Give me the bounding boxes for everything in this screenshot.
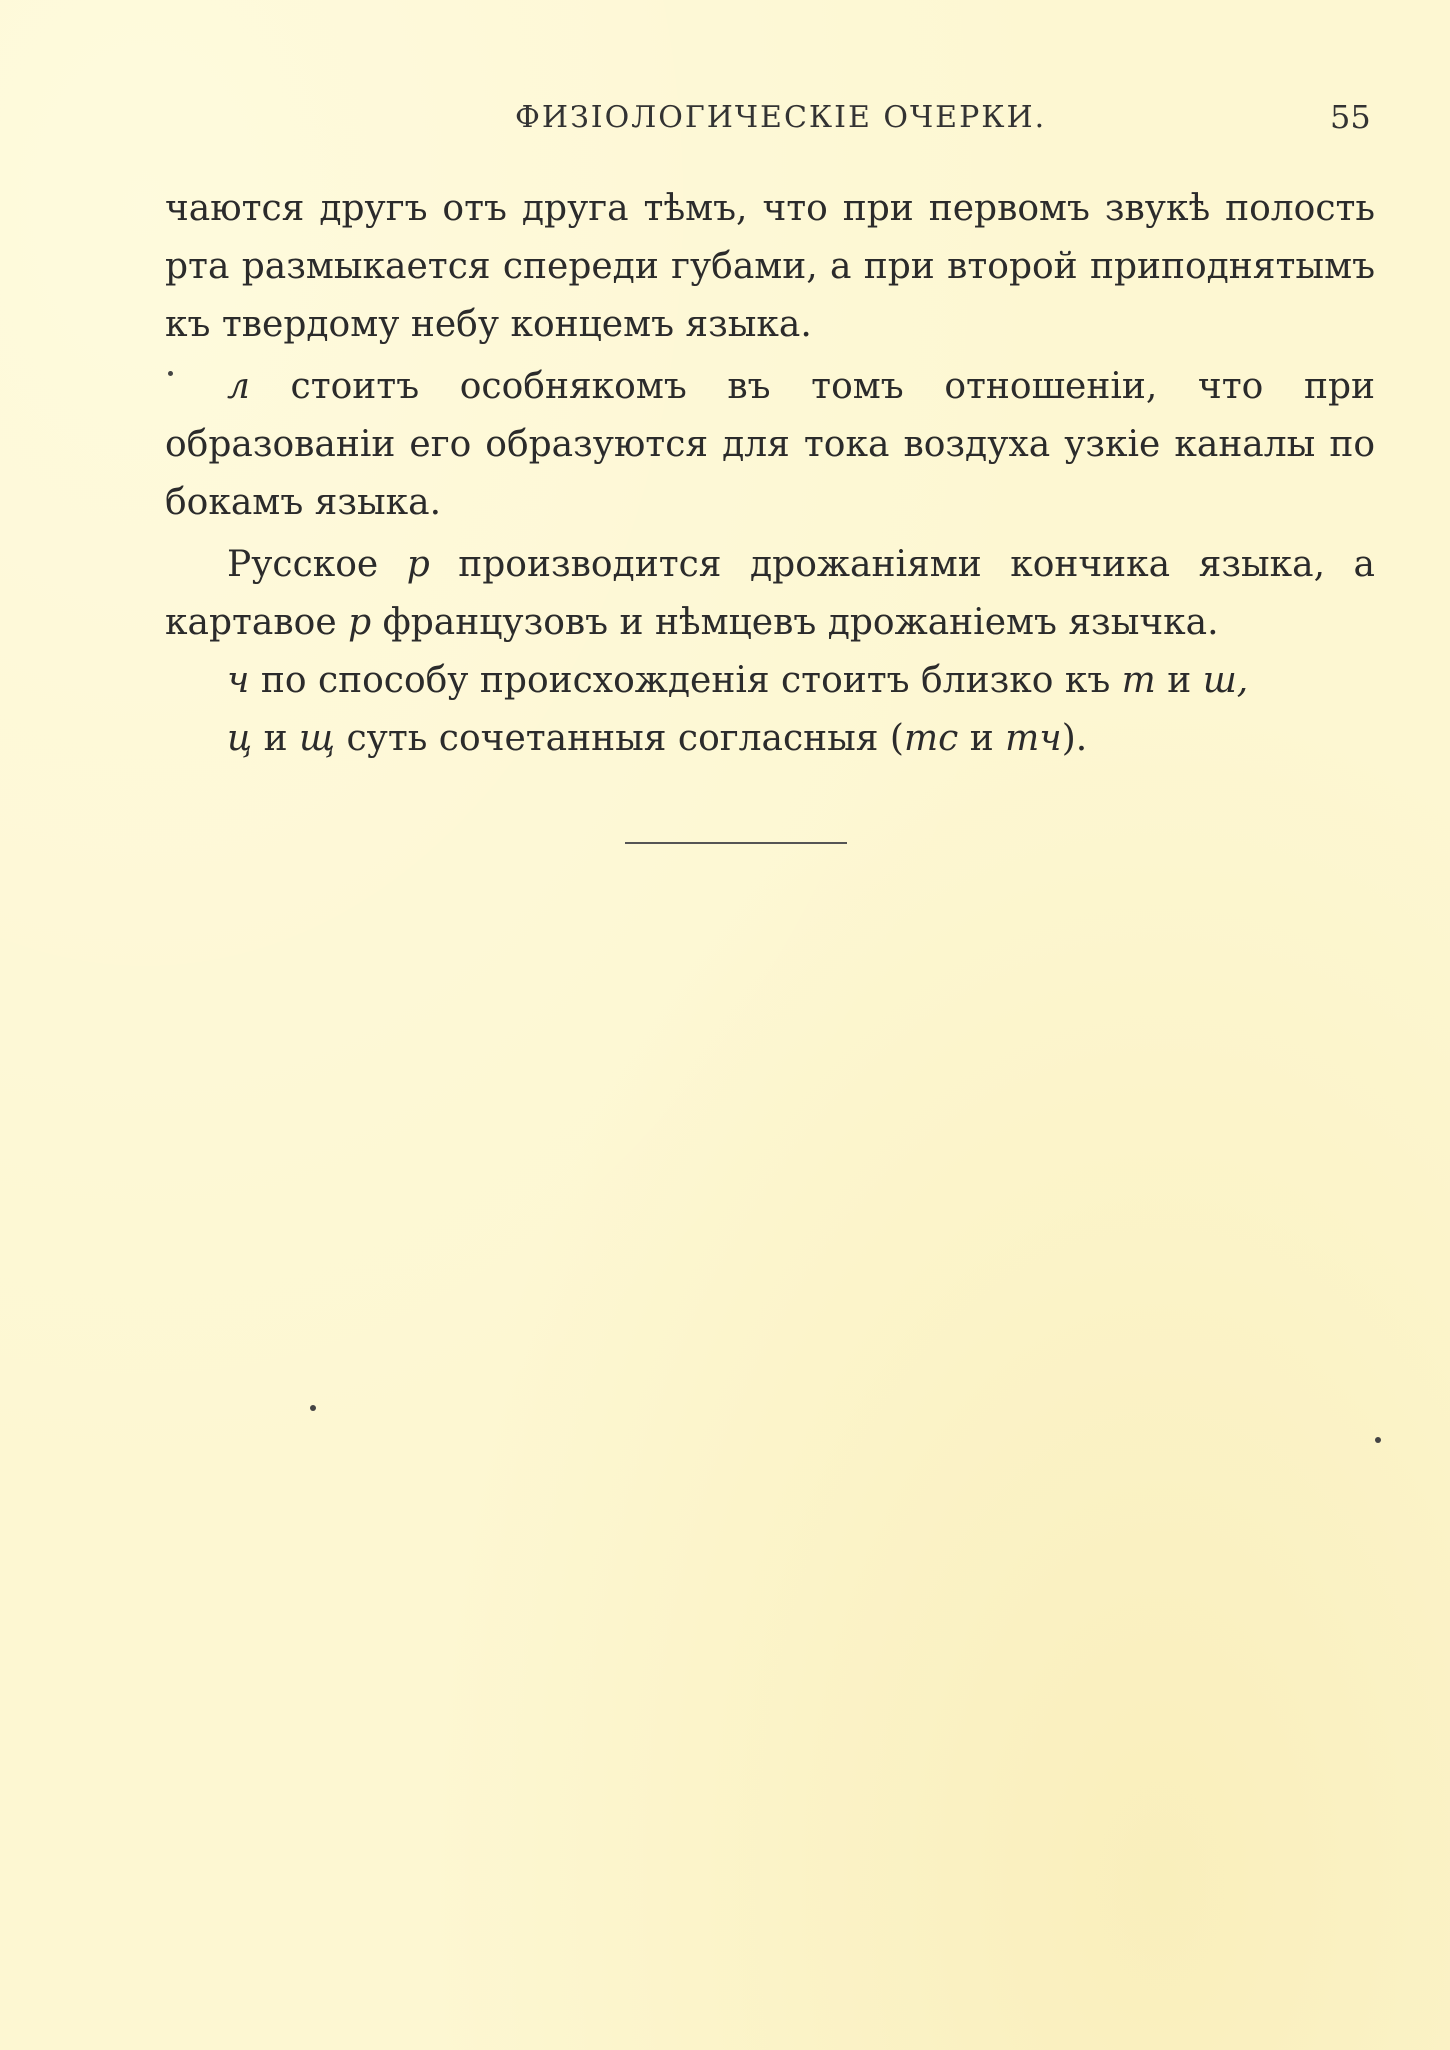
letter-sh: ш, bbox=[1202, 660, 1249, 701]
letter-ch: ч bbox=[227, 660, 250, 701]
paragraph-4 bbox=[165, 652, 1375, 710]
section-end-rule bbox=[625, 842, 847, 844]
letters-tch: тч bbox=[1005, 718, 1062, 759]
paragraph-5-text-3: и bbox=[958, 718, 1006, 759]
paper-speck bbox=[1375, 1437, 1381, 1443]
paragraph-5-text-4: ). bbox=[1061, 718, 1088, 759]
paper-speck bbox=[168, 371, 173, 376]
letter-shch: щ bbox=[299, 718, 336, 759]
paragraph-3 bbox=[165, 536, 1375, 652]
letter-r-1: р bbox=[406, 544, 430, 585]
letter-t: т bbox=[1121, 660, 1156, 701]
letter-r-2: р bbox=[348, 602, 372, 643]
paragraph-1: чаются другъ отъ друга тѣмъ, что при первомъ звукѣ полость рта размыкается спереди губами, а при второй приподнятымъ къ твердому небу концемъ языка. bbox=[165, 188, 1375, 345]
paragraph-5-text-2: суть сочетанныя согласныя ( bbox=[335, 718, 904, 759]
letter-l: л bbox=[227, 366, 250, 407]
paragraph-2-text: стоитъ особнякомъ въ томъ отношеніи, что при образованіи его образуются для тока воздуха узкіе каналы по бокамъ языка. bbox=[165, 366, 1375, 523]
paper-speck bbox=[310, 1405, 316, 1411]
paragraph-2 bbox=[165, 358, 1375, 532]
running-title: ФИЗІОЛОГИЧЕСКІЕ ОЧЕРКИ. bbox=[515, 100, 1047, 135]
letters-tc: тс bbox=[903, 718, 959, 759]
paragraph-5 bbox=[165, 710, 1375, 768]
paragraph-3-text-3: французовъ и нѣмцевъ дрожаніемъ язычка. bbox=[371, 602, 1219, 643]
body-text bbox=[165, 180, 1375, 768]
paragraph-4-text-1: по способу происхожденія стоитъ близко къ bbox=[249, 660, 1122, 701]
paragraph-3-text-1: Русское bbox=[227, 544, 407, 585]
letter-ts: ц bbox=[227, 718, 253, 759]
paragraph-3-text-2: производится дрожаніями кончика языка, а картавое bbox=[165, 544, 1375, 643]
paragraph-5-text-1: и bbox=[252, 718, 300, 759]
page-number: 55 bbox=[1330, 98, 1371, 136]
paragraph-4-text-2: и bbox=[1155, 660, 1203, 701]
